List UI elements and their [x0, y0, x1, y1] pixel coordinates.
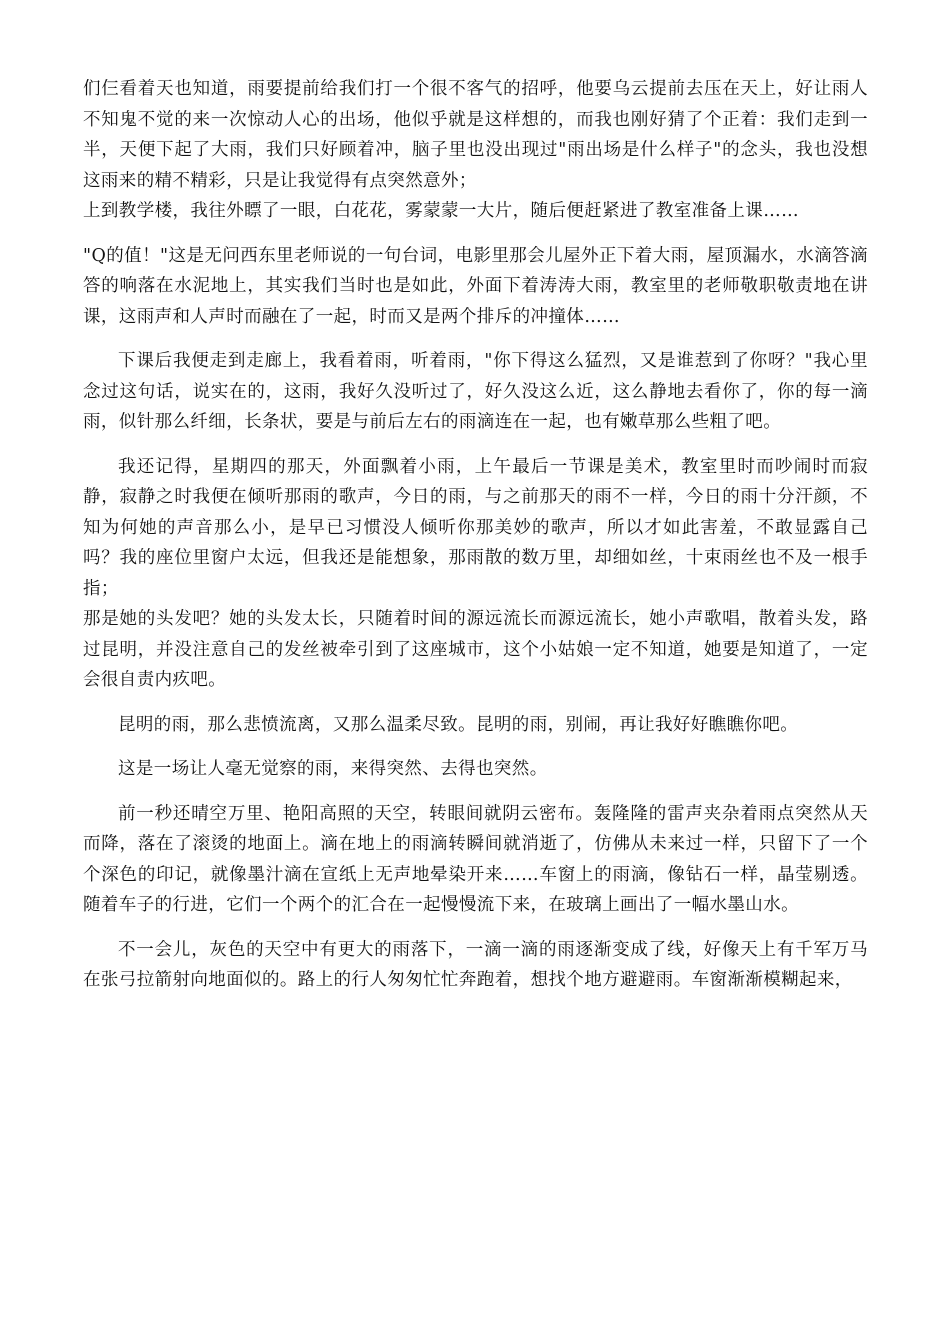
paragraph-7: 昆明的雨，那么悲愤流离，又那么温柔尽致。昆明的雨，别闹，再让我好好瞧瞧你吧。	[118, 714, 799, 735]
paragraph-4: 下课后我便走到走廊上，我看着雨，听着雨，"你下得这么猛烈，又是谁惹到了你呀？"我心里念过这句话，说实在的，这雨，我好久没听过了，好久没这么近，这么静地去看你了，你的每一滴雨，似针那么纤细，长条状，要是与前后左右的雨滴连在一起，也有嫩草那么些粗了吧。	[83, 351, 868, 432]
paragraph-5: 我还记得，星期四的那天，外面飘着小雨，上午最后一节课是美术，教室里时而吵闹时而寂静，寂静之时我便在倾听那雨的歌声，今日的雨，与之前那天的雨不一样，今日的雨十分汗颜，不知为何她的声音那么小，是早已习惯没人倾听你那美妙的歌声，所以才如此害羞，不敢显露自己吗？我的座位里窗户太远，但我还是能想象，那雨散的数万里，却细如丝，十束雨丝也不及一根手指；	[83, 456, 868, 599]
paragraph-2: 上到教学楼，我往外瞟了一眼，白花花，雾蒙蒙一大片，随后便赶紧进了教室准备上课……	[83, 201, 799, 221]
paragraph-6: 那是她的头发吧？她的头发太长，只随着时间的源远流长而源远流长，她小声歌唱，散着头发，路过昆明，并没注意自己的发丝被牵引到了这座城市，这个小姑娘一定不知道，她要是知道了，一定会很自责内疚吧。	[83, 609, 868, 690]
paragraph-9: 前一秒还晴空万里、艳阳高照的天空，转眼间就阴云密布。轰隆隆的雷声夹杂着雨点突然从天而降，落在了滚烫的地面上。滴在地上的雨滴转瞬间就消逝了，仿佛从未来过一样，只留下了一个个深色的印记，就像墨汁滴在宣纸上无声地晕染开来……车窗上的雨滴，像钻石一样，晶莹剔透。随着车子的行进，它们一个两个的汇合在一起慢慢流下来，在玻璃上画出了一幅水墨山水。	[83, 803, 868, 915]
paragraph-8: 这是一场让人毫无觉察的雨，来得突然、去得也突然。	[118, 759, 548, 779]
paragraph-1: 们仨看着天也知道，雨要提前给我们打一个很不客气的招呼，他要乌云提前去压在天上，好让雨人不知鬼不觉的来一次惊动人心的出场，他似乎就是这样想的，而我也刚好猜了个正着：我们走到一半，天便下起了大雨，我们只好顾着冲，脑子里也没出现过"雨出场是什么样子"的念头，我也没想这雨来的精不精彩，只是让我觉得有点突然意外；	[83, 79, 868, 191]
document-page	[83, 74, 868, 996]
paragraph-3: "Q的值！"这是无问西东里老师说的一句台词，电影里那会儿屋外正下着大雨，屋顶漏水，水滴答滴答的响落在水泥地上，其实我们当时也是如此，外面下着涛涛大雨，教室里的老师敬职敬责地在讲课，这雨声和人声时而融在了一起，时而又是两个排斥的冲撞体……	[83, 245, 868, 327]
paragraph-10: 不一会儿，灰色的天空中有更大的雨落下，一滴一滴的雨逐渐变成了线，好像天上有千军万马在张弓拉箭射向地面似的。路上的行人匆匆忙忙奔跑着，想找个地方避避雨。车窗渐渐模糊起来，	[83, 939, 868, 990]
